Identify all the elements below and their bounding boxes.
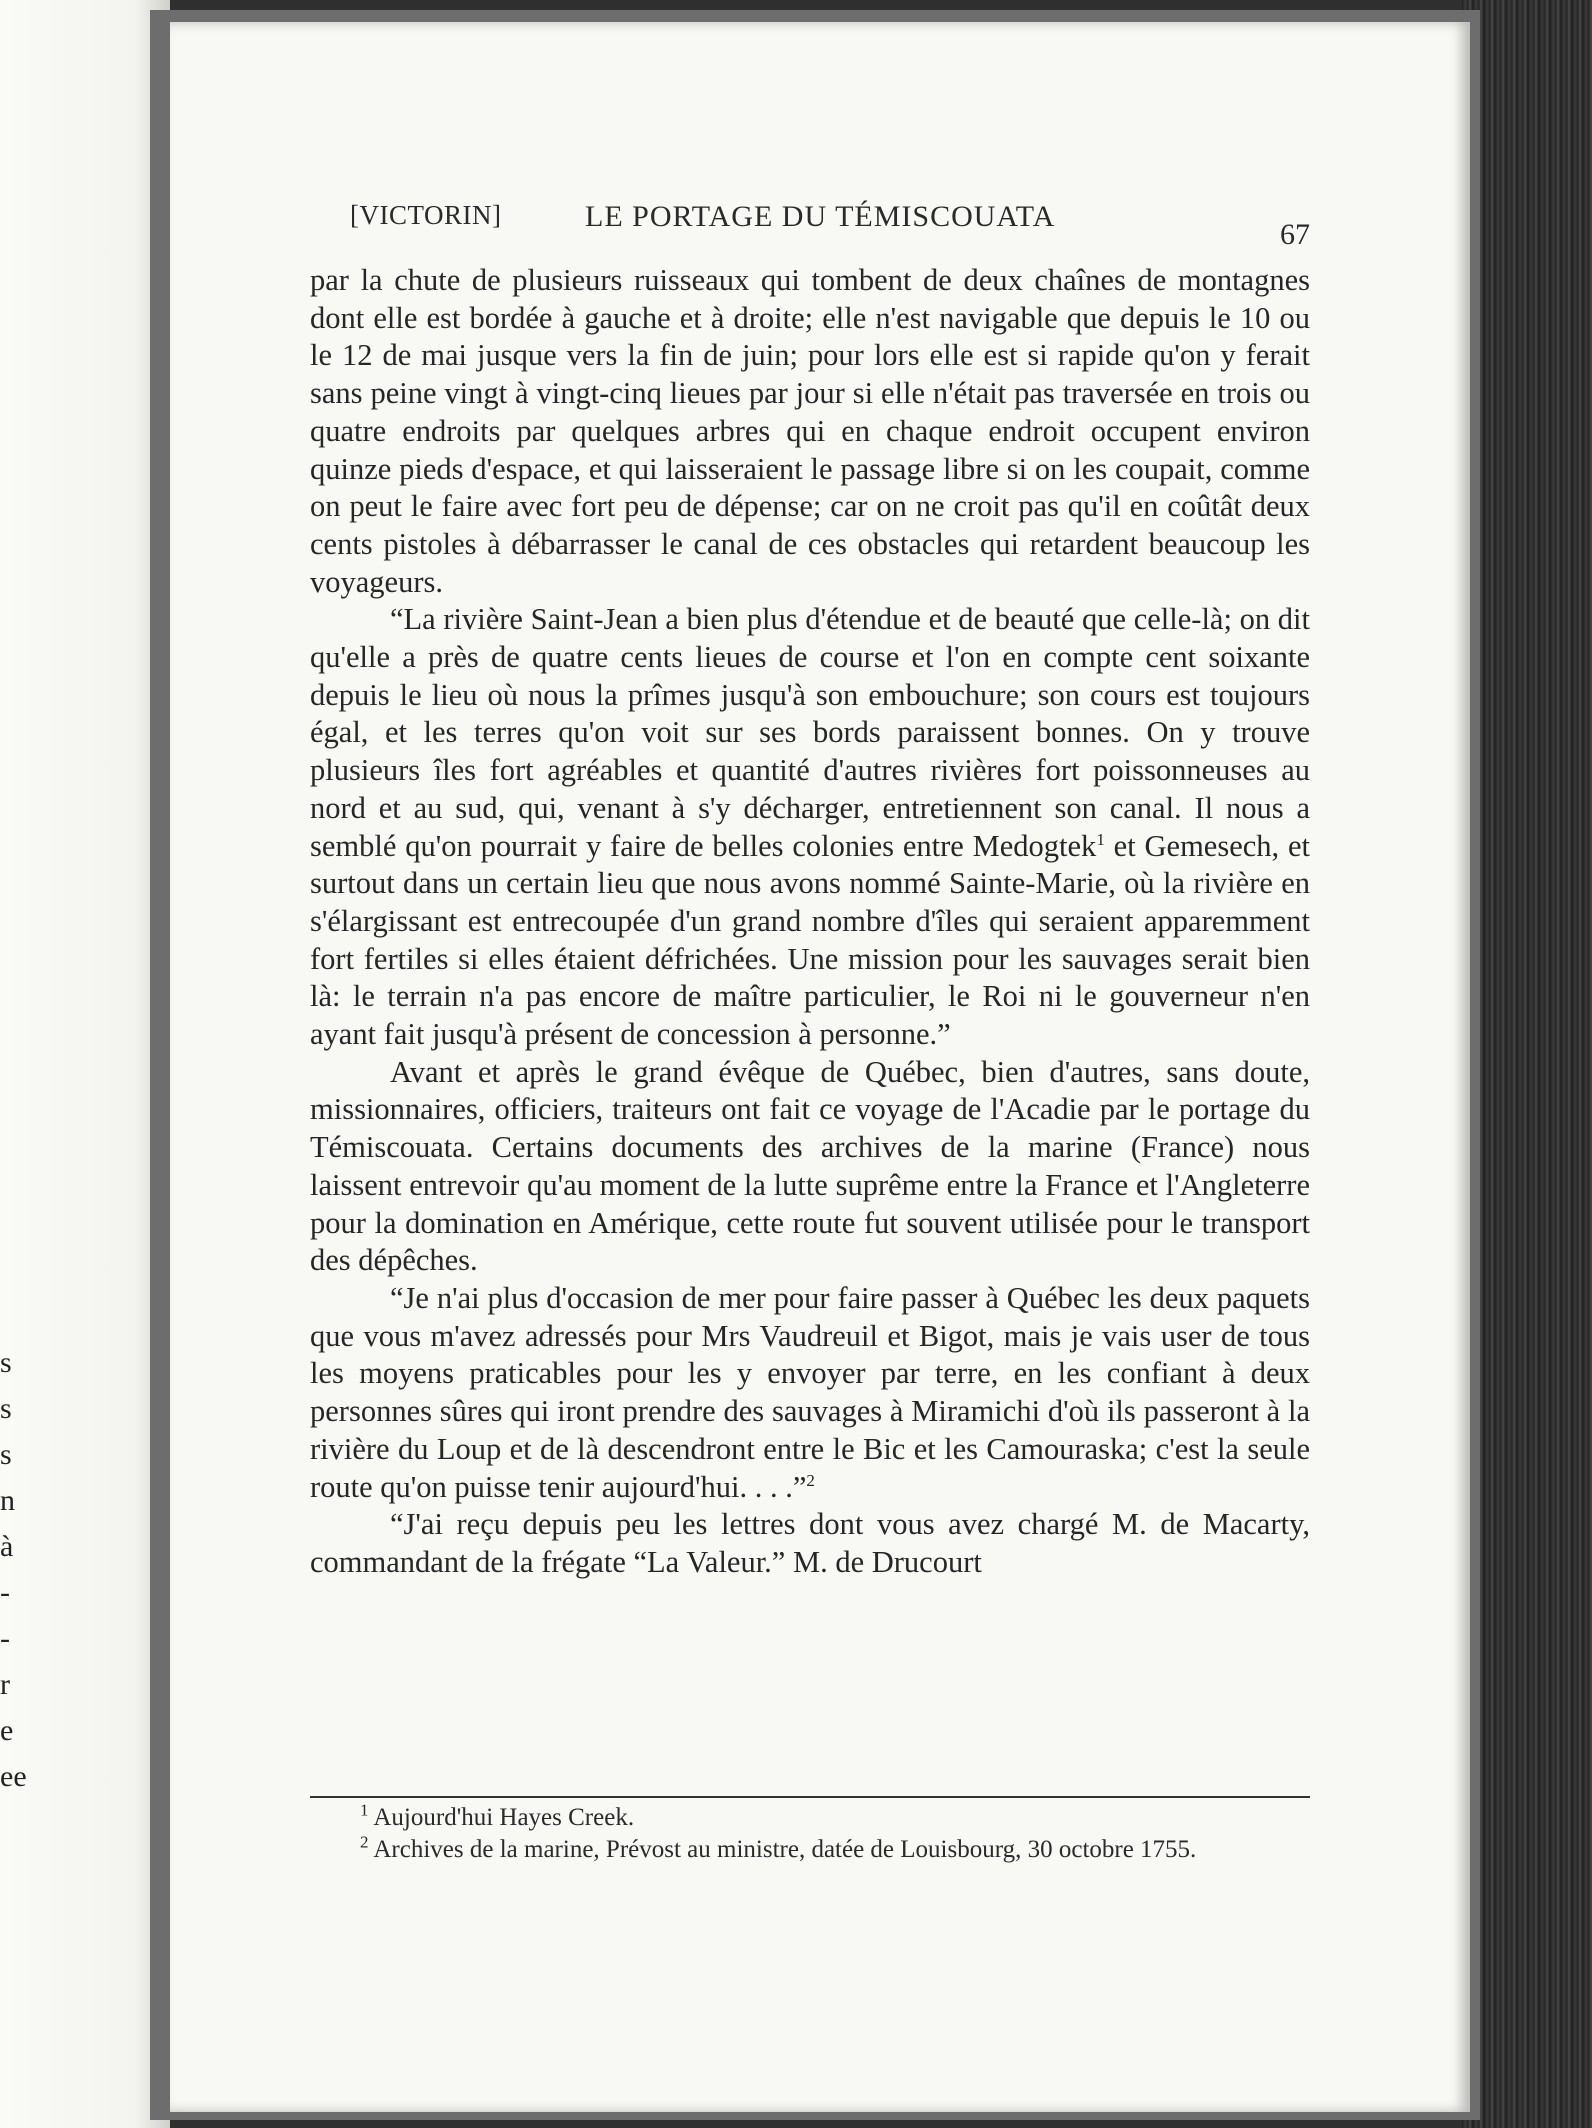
fragment: -	[0, 1622, 10, 1655]
fragment: s	[0, 1346, 12, 1379]
page-number: 67	[1280, 218, 1310, 251]
footnote-text: Archives de la marine, Prévost au ministre, datée de Louisbourg, 30 octobre 1755.	[373, 1836, 1197, 1863]
footnote	[310, 1802, 1310, 1834]
footnote-number: 2	[360, 1832, 369, 1852]
running-head-title: LE PORTAGE DU TÉMISCOUATA	[585, 200, 1056, 233]
paragraph: Avant et après le grand évêque de Québec, bien d'autres, sans doute, missionnaires, officiers, traiteurs ont fait ce voyage de l'Acadie par le portage du Témiscouata. Certains documents des archives de la marine (France) nous laissent entrevoir qu'au moment de la lutte suprême entre la France et l'Angleterre pour la domination en Amérique, cette route fut souvent utilisée pour le transport des dépêches.	[310, 1054, 1310, 1278]
fragment: à	[0, 1530, 14, 1563]
paragraph	[310, 1280, 1310, 1506]
running-head-author: [VICTORIN]	[350, 200, 502, 230]
footnote-marker: 1	[1096, 829, 1105, 849]
footnote	[310, 1834, 1310, 1866]
paragraph: “La rivière Saint-Jean a bien plus d'étendue et de beauté que celle-là; on dit qu'elle a près de quatre cents lieues de course et l'on en compte cent soixante depuis le lieu où nous la prîmes jusqu'à son embouchure; son cours est toujours égal, et les terres qu'on voit sur ses bords paraissent bonnes. On y trouve plusieurs îles fort agréables et quantité d'autres rivières fort poissonneuses au nord et au sud, qui, venant à s'y décharger, entretiennent son canal. Il nous a semblé qu'on pourrait y faire de belles colonies entre Medogtek$^1$ et Gemesech, et surtout dans un certain lieu que nous avons nommé Sainte-Marie, où la rivière en s'élargissant est entrecoupée d'un grand nombre d'îles qui seraient apparemment fort fertiles si elles étaient défrichées. Une mission pour les sauvages serait bien là: le terrain n'a pas encore de maître particulier, le Roi ni le gouverneur n'en ayant fait jusqu'à présent de concession à personne.”	[310, 602, 1311, 1052]
footnote-text: Aujourd'hui Hayes Creek.	[373, 1804, 635, 1831]
paragraph-text: “La rivière Saint-Jean a bien plus d'étendue et de beauté que celle-là; on dit qu'elle a près de quatre cents lieues de course et l'on en compte cent soixante depuis le lieu où nous la prîmes jusqu'à son embouchure; son cours est toujours égal, et les terres qu'on voit sur ses bords paraissent bonnes. On y trouve plusieurs îles fort agréables et quantité d'autres rivières fort poissonneuses au nord et au sud, qui, venant à s'y décharger, entretiennent son canal. Il nous a semblé qu'on pourrait y faire de belles colonies entre Medogtek	[310, 602, 1310, 863]
body-text	[310, 262, 1310, 1582]
previous-page-margin	[0, 0, 170, 2128]
fragment: s	[0, 1392, 12, 1425]
running-header	[350, 200, 1310, 260]
fragment: r	[0, 1668, 10, 1701]
footnote-rule	[310, 1796, 1310, 1798]
previous-page-fragments	[0, 1340, 30, 1800]
paragraph: par la chute de plusieurs ruisseaux qui tombent de deux chaînes de montagnes dont elle est bordée à gauche et à droite; elle n'est navigable que depuis le 10 ou le 12 de mai jusque vers la fin de juin; pour lors elle est si rapide qu'on y ferait sans peine vingt à vingt-cinq lieues par jour si elle n'était pas traversée en trois ou quatre endroits par quelques arbres qui en chaque endroit occupent environ quinze pieds d'espace, et qui laisseraient le passage libre si on les coupait, comme on peut le faire avec fort peu de dépense; car on ne croit pas qu'il en coûtât deux cents pistoles à débarrasser le canal de ces obstacles qui retardent beaucoup les voyageurs.	[310, 263, 1310, 599]
footnote-number: 1	[360, 1800, 369, 1820]
fragment: -	[0, 1576, 10, 1609]
fragment: s	[0, 1438, 12, 1471]
fragment: ee	[0, 1760, 27, 1793]
footnotes	[310, 1802, 1310, 1866]
paragraph: “J'ai reçu depuis peu les lettres dont vous avez chargé M. de Macarty, commandant de la frégate “La Valeur.” M. de Drucourt	[310, 1507, 1310, 1579]
footnote-marker: 2	[806, 1470, 815, 1490]
paragraph-text: Gemesech, et surtout dans un certain lieu que nous avons nommé Sainte-Marie, où la rivière en s'élargissant est entrecoupée d'un grand nombre d'îles qui seraient apparemment fort fertiles si elles étaient défrichées. Une mission pour les sauvages serait bien là: le terrain n'a pas encore de maître particulier, le Roi ni le gouverneur n'en ayant fait jusqu'à présent de concession à personne.”	[310, 828, 1311, 1052]
paragraph-text: “Je n'ai plus d'occasion de mer pour faire passer à Québec les deux paquets que vous m'avez adressés pour Mrs Vaudreuil et Bigot, mais je vais user de tous les moyens praticables pour les y envoyer par terre, en les confiant à deux personnes sûres qui iront prendre des sauvages à Miramichi d'où ils passeront à la rivière du Loup et de là descendront entre le Bic et les Camouraska; c'est la seule route qu'on puisse tenir aujourd'hui. . . .”	[310, 1280, 1310, 1504]
fragment: n	[0, 1484, 15, 1517]
book-edge	[1462, 0, 1592, 2128]
fragment: e	[0, 1714, 14, 1747]
